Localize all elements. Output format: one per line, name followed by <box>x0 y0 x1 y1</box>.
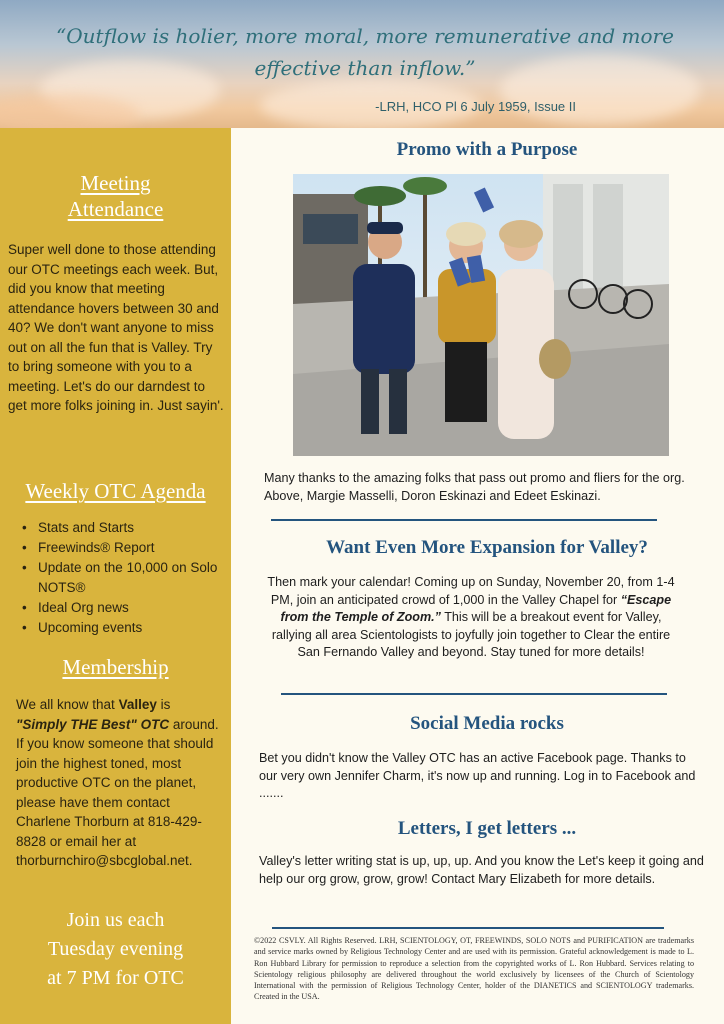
promo-photo-illustration <box>293 174 669 456</box>
promo-title: Promo with a Purpose <box>396 139 578 160</box>
social-media-text: Bet you didn't know the Valley OTC has an active Facebook page. Thanks to our very own Jennifer Charm, it's now up and running. Log in to Facebook and ....... <box>259 751 696 800</box>
quote-line-1: “Outflow is holier, more moral, more remunerative and more <box>56 24 674 48</box>
agenda-item: • Freewinds® Report <box>20 538 220 558</box>
event-name: “Escape from the Temple of Zoom.” <box>280 592 672 624</box>
expansion-title: Want Even More Expansion for Valley? <box>326 537 648 558</box>
promo-caption: Many thanks to the amazing folks that pass out promo and fliers for the org. Above, Margie Masselli, Doron Eskinazi and Edeet Eskinazi. <box>264 471 685 503</box>
expansion-text <box>262 574 680 662</box>
agenda-list <box>20 518 220 638</box>
divider <box>272 927 664 929</box>
agenda-item: • Upcoming events <box>20 618 220 638</box>
join-line-2: Tuesday evening <box>47 938 184 960</box>
letters-text: Valley's letter writing stat is up, up, up. And you know the Let's keep it going and help our org grow, grow, grow! Contact Mary Elizabeth for more details. <box>259 854 704 886</box>
weekly-agenda-title: Weekly OTC Agenda <box>25 479 206 503</box>
membership-text-part: is <box>156 697 171 712</box>
join-line-3: at 7 PM for OTC <box>47 967 184 989</box>
meeting-attendance-title <box>0 170 231 222</box>
quote-line-2: effective than inflow.” <box>254 56 476 80</box>
divider <box>281 693 667 695</box>
expansion-text-part: This will be a breakout event for Valley, rallying all area Scientologists to joyfully join together to Clear the entire San Fernando Valley and beyond. Stay tuned for more details! <box>271 610 671 659</box>
join-us-callout <box>0 906 231 993</box>
agenda-item: • Ideal Org news <box>20 598 220 618</box>
agenda-item: • Update on the 10,000 on Solo NOTS® <box>20 558 220 598</box>
quote-banner <box>0 0 724 128</box>
copyright-footer: ©2022 CSVLY. All Rights Reserved. LRH, SCIENTOLOGY, OT, FREEWINDS, SOLO NOTS and PURIFICATION are trademarks and service marks owned by Religious Technology Center and are used with its permission. Grateful acknowledgement is made to L. Ron Hubbard Library for permission to reproduce a selection from the copyrighted works of L. Ron Hubbard. Services relating to Scientology religious philosophy are delivered throughout the world exclusively by licensees of the Church of Scientology International with the permission of Religious Technology Center, holder of the DIANETICS and SCIENTOLOGY trademarks. Created in the USA. <box>254 936 694 1002</box>
letters-title: Letters, I get letters ... <box>397 818 577 839</box>
meeting-title-line-2: Attendance <box>67 197 164 221</box>
membership-title: Membership <box>62 655 169 679</box>
membership-text <box>16 695 222 871</box>
expansion-text-part: Then mark your calendar! Coming up on Sunday, November 20, from 1-4 PM, join an anticipated crowd of 1,000 in the Valley Chapel for <box>267 575 675 607</box>
agenda-item: • Stats and Starts <box>20 518 220 538</box>
meeting-title-line-1: Meeting <box>80 171 151 195</box>
sidebar <box>0 128 231 1024</box>
quote-attribution: -LRH, HCO Pl 6 July 1959, Issue II <box>375 99 576 114</box>
membership-text-part: around. If you know someone that should join the highest toned, most productive OTC on the planet, please have them contact Charlene Thorburn at 818-429-8828 or email her at thorburnchiro@sbcglobal.net. <box>16 716 219 868</box>
header-quote <box>40 20 690 84</box>
membership-valley: Valley <box>118 697 157 712</box>
membership-text-part: We all know that <box>16 697 119 712</box>
social-media-title: Social Media rocks <box>410 713 564 734</box>
membership-slogan: "Simply THE Best" OTC <box>16 716 170 732</box>
join-line-1: Join us each <box>66 909 165 931</box>
promo-photo <box>293 174 669 456</box>
divider <box>271 519 657 521</box>
meeting-attendance-text: Super well done to those attending our OTC meetings each week. But, did you know that meeting attendance hovers between 30 and 40? We don't want anyone to miss out on all the fun that is Valley. Try to bring someone with you to a meeting. Let's do our darndest to get more folks joining in. Just sayin'. <box>8 242 224 413</box>
